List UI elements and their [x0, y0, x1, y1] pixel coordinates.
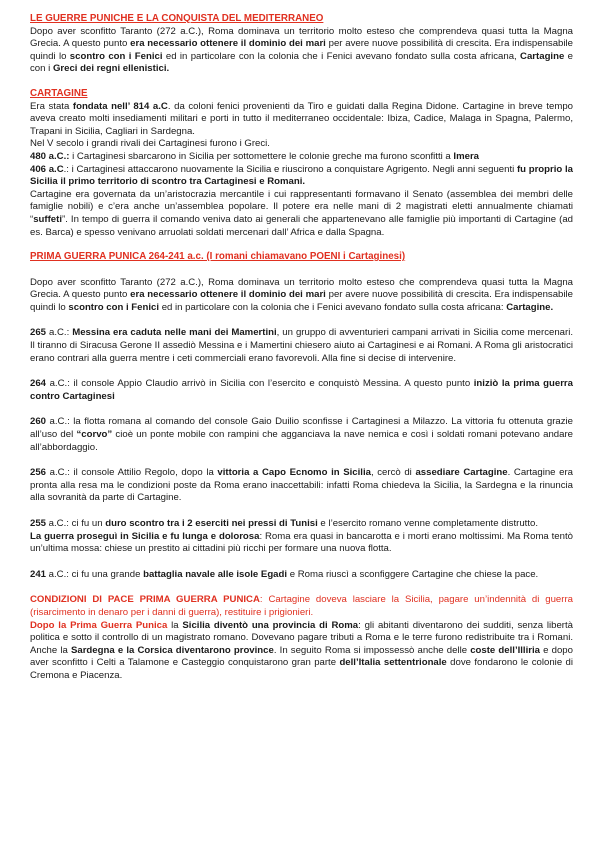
- bold-text: era necessario ottenere il dominio dei mari: [130, 38, 326, 50]
- bold-text: vittoria a Capo Ecnomo in Sicilia: [217, 467, 371, 479]
- bold-text: “corvo”: [76, 429, 113, 441]
- bold-text: 264: [30, 378, 47, 390]
- text-run: a.C.:: [46, 327, 73, 339]
- bold-text: Messina era caduta nelle mani dei Mamertini: [72, 327, 277, 339]
- text-run: a.C.: il console Appio Claudio arrivò in Sicilia con l’esercito e conquistò Messina. A questo punto: [46, 378, 474, 390]
- paragraph-255: [30, 518, 573, 531]
- text-run: : Roma era quasi in bancarotta e i morti erano moltissimi. Ma Roma tentò un’ultima mossa: chiese un prestito ai cittadini più ricchi per formare una nuova flotta.: [30, 530, 573, 555]
- text-run: , cercò di: [370, 467, 416, 479]
- paragraph: [30, 189, 573, 239]
- paragraph: [30, 277, 573, 315]
- bold-text: 255: [30, 518, 47, 529]
- text-run: , un gruppo di avventurieri campani arrivati in Sicilia come mercenari. Il tiranno di Siracusa Gerone II assediò Messina e i Mamertini chiesero aiuto ai Cartaginesi e ai Romani. A Roma gli aristocratici erano contrari alla guerra mentre i ceti commerciali erano favorevoli. Alla fine si decise di intervenire.: [30, 327, 573, 364]
- bold-text: suffeti: [33, 213, 62, 225]
- paragraph-condizioni-pace: [30, 594, 573, 619]
- section-title-guerre-puniche: LE GUERRE PUNICHE E LA CONQUISTA DEL MEDITERRANEO: [30, 13, 324, 24]
- text-run: .: i Cartaginesi attaccarono nuovamente la Sicilia e riuscirono a conquistare Agrigento. Negli anni seguenti: [63, 163, 517, 175]
- bold-text: battaglia navale alle isole Egadi: [143, 568, 288, 580]
- text-run: e l’esercito romano venne completamente distrutto.: [317, 518, 539, 529]
- section-cartagine: [30, 88, 573, 239]
- bold-text: scontro con i Fenici: [68, 301, 160, 313]
- section-prima-guerra-punica: [30, 251, 573, 682]
- text-run: a.C.: ci fu una grande: [46, 568, 144, 580]
- text-run: Cartagine era governata da un’aristocrazia mercantile i cui rappresentanti formavano il Senato (assemblea dei membri delle famiglie nobili) e c’era anche un’assemblea popolare. Il potere era nelle mani di 2 magistrati eletti annualmente chiamati “: [30, 188, 573, 225]
- text-run: la: [167, 619, 183, 631]
- section-title-prima-guerra: PRIMA GUERRA PUNICA 264-241 a.c. (I romani chiamavano POENI i Cartaginesi): [30, 251, 406, 263]
- bold-text: fondata nell’ 814 a.C: [72, 100, 168, 112]
- bold-text: fu proprio la Sicilia il primo territorio di scontro tra Cartaginesi e Romani.: [30, 163, 573, 188]
- paragraph: [30, 164, 573, 189]
- paragraph-241: [30, 569, 573, 582]
- text-run: per avere nuove possibilità di crescita. Era indispensabile quindi lo: [30, 38, 573, 62]
- bold-text: 406 a.C: [30, 163, 64, 175]
- bold-text: era necessario ottenere il dominio dei mari: [130, 289, 326, 301]
- paragraph-dopo-prima-guerra: [30, 620, 573, 683]
- text-run: e dopo aver sconfitto i Celti a Talamone e Casteggio conquistarono gran parte: [30, 644, 573, 669]
- text-run: . da coloni fenici provenienti da Tiro e guidati dalla Regina Didone. Cartagine in breve tempo aveva creato molti insediamenti militari e porti in tutto il mediterraneo occidentale: Ibiza, Cadice, Malaga in Spagna, Palermo, Trapani in Sicilia, Cagliari in Sardegna.: [30, 100, 574, 137]
- text-run: a.C.: il console Attilio Regolo, dopo la: [46, 467, 218, 479]
- bold-text: Sicilia diventò una provincia di Roma: [182, 619, 359, 631]
- text-run: ”. In tempo di guerra il comando veniva dato ai generali che appartenevano alle famiglie più importanti di Cartagine (ad es. Barca) e spesso venivano arruolati soldati mercenari dall’ Africa e dalla Spagna.: [30, 213, 573, 238]
- bold-text: Sardegna e la Corsica diventarono province: [70, 644, 274, 656]
- bold-text: 256: [30, 467, 47, 479]
- paragraph-256: [30, 467, 573, 505]
- paragraph: [30, 138, 573, 151]
- bold-text: duro scontro tra i 2 eserciti nei pressi di Tunisi: [105, 518, 318, 529]
- text-run: dove fondarono le colonie di Cremona e Piacenza.: [30, 657, 573, 681]
- text-run: ed in particolare con la colonia che i Fenici avevano fondato sulla costa africana,: [162, 50, 521, 62]
- text-run: e Roma riuscì a sconfiggere Cartagine che chiese la pace.: [287, 568, 539, 580]
- text-run: e con i: [30, 50, 573, 75]
- bold-text: scontro con i Fenici: [69, 50, 163, 62]
- bold-text: iniziò la prima guerra contro Cartaginesi: [30, 378, 573, 402]
- paragraph-265: [30, 327, 573, 365]
- text-run: : gli abitanti diventarono dei sudditi, senza libertà politica e sotto il controllo di un magistrato romano. Dovevano pagare tributi a Roma e le terre furono redistribuite tra i Romani. Anche la: [30, 619, 573, 656]
- bold-text: 241: [30, 568, 47, 580]
- bold-text: 265: [30, 327, 47, 339]
- text-run: cioè un ponte mobile con rampini che agganciava la nave nemica e così i soldati romani potevano andare all’abbordaggio.: [30, 429, 573, 453]
- text-run: : Cartagine doveva lasciare la Sicilia, pagare un’indennità di guerra (risarcimento in denaro per i danni di guerra), restituire i prigionieri.: [30, 594, 573, 618]
- text-run: Dopo aver sconfitto Taranto (272 a.C.), Roma dominava un territorio molto esteso che comprendeva quasi tutta la Magna Grecia. A questo punto: [30, 25, 573, 50]
- bold-text: Greci dei regni ellenistici.: [52, 63, 170, 75]
- paragraph: [30, 101, 573, 139]
- bold-text: Imera: [453, 150, 480, 162]
- highlight-text: Dopo la Prima Guerra Punica: [30, 619, 168, 631]
- section-title-cartagine: CARTAGINE: [30, 87, 88, 99]
- text-run: . Cartagine era pronta alla resa ma le condizioni poste da Roma erano inaccettabili: infatti Roma chiedeva la Sicilia, la Sardegna e la rinuncia alla sovranità da parte di Cartagine.: [30, 467, 573, 504]
- paragraph-264: [30, 378, 573, 403]
- text-run: a.C.: la flotta romana al comando del console Gaio Duilio sconfisse i Cartaginesi a Milazzo. La vittoria fu ottenuta grazie all’uso del: [30, 416, 573, 441]
- paragraph: [30, 151, 573, 164]
- bold-text: assediare Cartagine: [415, 467, 508, 479]
- text-run: . In seguito Roma si impossessò anche delle: [273, 644, 471, 656]
- paragraph-guerra-prosegui: [30, 531, 573, 556]
- text-run: per avere nuove possibilità di crescita. Era indispensabile quindi lo: [30, 289, 573, 313]
- text-run: ed in particolare con la colonia che i Fenici avevano fondato sulla costa africana:: [159, 301, 507, 313]
- text-run: i Cartaginesi sbarcarono in Sicilia per sottomettere le colonie greche ma furono sconfitti a: [69, 150, 454, 162]
- highlight-text: CONDIZIONI DI PACE PRIMA GUERRA PUNICA: [30, 594, 260, 606]
- text-run: Era stata: [30, 100, 73, 112]
- text-run: Dopo aver sconfitto Taranto (272 a.C.), Roma dominava un territorio molto esteso che comprendeva quasi tutta la Magna Grecia. A questo punto: [30, 276, 573, 301]
- bold-text: coste dell’Illiria: [470, 644, 540, 656]
- bold-text: Cartagine.: [506, 301, 554, 313]
- paragraph: [30, 26, 573, 76]
- section-guerre-puniche: [30, 13, 573, 76]
- bold-text: dell’Italia settentrionale: [339, 657, 447, 669]
- bold-text: 480 a.C.:: [30, 150, 70, 162]
- bold-text: Cartagine: [520, 50, 565, 62]
- bold-text: 260: [30, 416, 47, 428]
- paragraph-260: [30, 416, 573, 454]
- text-run: Nel V secolo i grandi rivali dei Cartaginesi furono i Greci.: [30, 138, 270, 150]
- bold-text: La guerra proseguì in Sicilia e fu lunga e dolorosa: [30, 530, 260, 542]
- text-run: a.C.: ci fu un: [46, 518, 106, 529]
